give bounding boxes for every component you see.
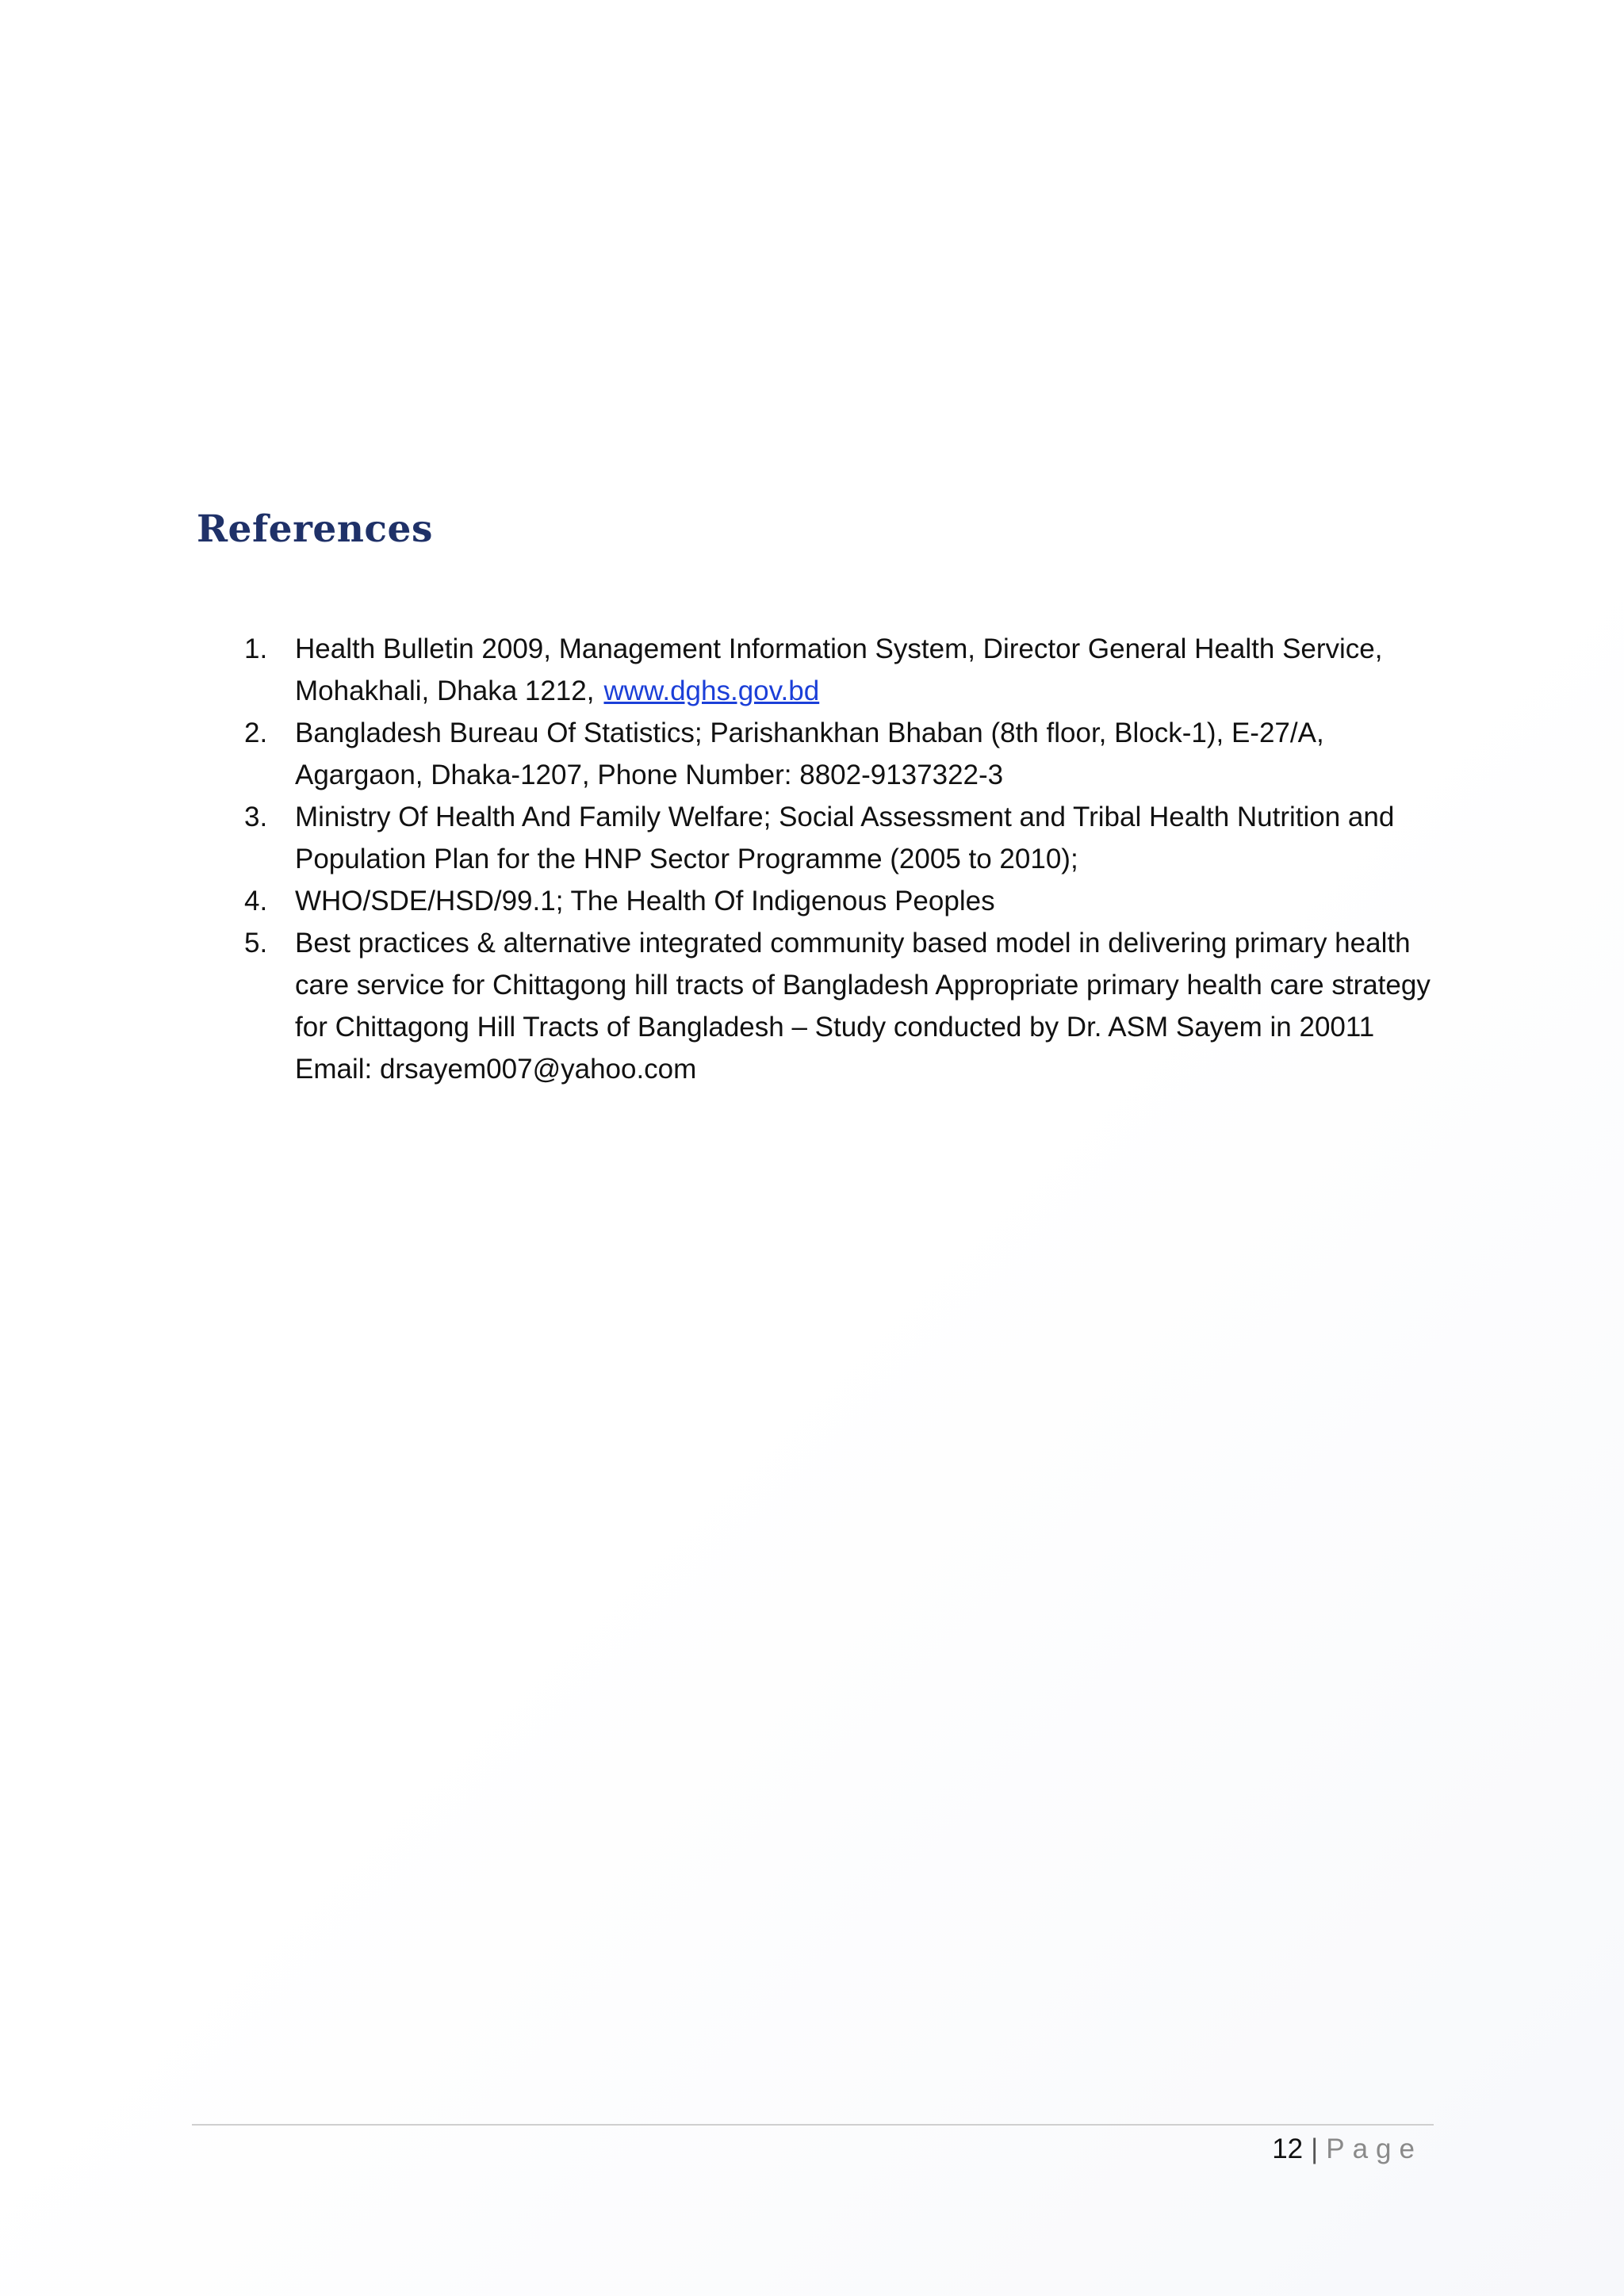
reference-line: for Chittagong Hill Tracts of Bangladesh – Study conducted by Dr. ASM Sayem in 20011: [295, 1012, 1375, 1043]
page-label: Page: [1326, 2133, 1423, 2164]
reference-text: [295, 796, 1453, 880]
reference-text: [295, 922, 1453, 1090]
page-number: 12: [1272, 2133, 1304, 2164]
reference-number: 2.: [244, 718, 268, 748]
section-heading: References: [197, 507, 433, 551]
dghs-website-link[interactable]: www.dghs.gov.bd: [603, 675, 820, 706]
reference-number: 3.: [244, 802, 268, 832]
reference-item-5: [0, 922, 1624, 1090]
page-footer: [1272, 2130, 1423, 2169]
reference-line: WHO/SDE/HSD/99.1; The Health Of Indigenous Peoples: [295, 886, 995, 916]
reference-line: Population Plan for the HNP Sector Programme (2005 to 2010);: [295, 844, 1078, 874]
reference-item-1: [0, 628, 1624, 712]
reference-item-2: [0, 712, 1624, 796]
footer-separator: |: [1311, 2133, 1319, 2164]
reference-line: Email: drsayem007@yahoo.com: [295, 1054, 697, 1085]
reference-line: Best practices & alternative integrated community based model in delivering primary health: [295, 928, 1411, 959]
reference-number: 1.: [244, 633, 268, 664]
reference-line: Bangladesh Bureau Of Statistics; Parishankhan Bhaban (8th floor, Block-1), E-27/A,: [295, 718, 1324, 748]
reference-list: [0, 628, 1624, 1090]
reference-text: [295, 880, 1453, 922]
reference-text: [295, 628, 1453, 712]
reference-text: [295, 712, 1453, 796]
reference-line: Health Bulletin 2009, Management Information System, Director General Health Service,: [295, 633, 1383, 664]
reference-number: 4.: [244, 886, 268, 916]
footer-divider: [192, 2124, 1434, 2126]
reference-line: Agargaon, Dhaka-1207, Phone Number: 8802-9137322-3: [295, 760, 1004, 790]
reference-item-4: [0, 880, 1624, 922]
reference-line-with-link: [295, 670, 1453, 712]
reference-line: care service for Chittagong hill tracts of Bangladesh Appropriate primary health care strategy: [295, 970, 1431, 1001]
reference-number: 5.: [244, 928, 268, 959]
reference-item-3: [0, 796, 1624, 880]
reference-line-text: Mohakhali, Dhaka 1212,: [295, 675, 595, 706]
reference-line: Ministry Of Health And Family Welfare; Social Assessment and Tribal Health Nutrition and: [295, 802, 1395, 832]
